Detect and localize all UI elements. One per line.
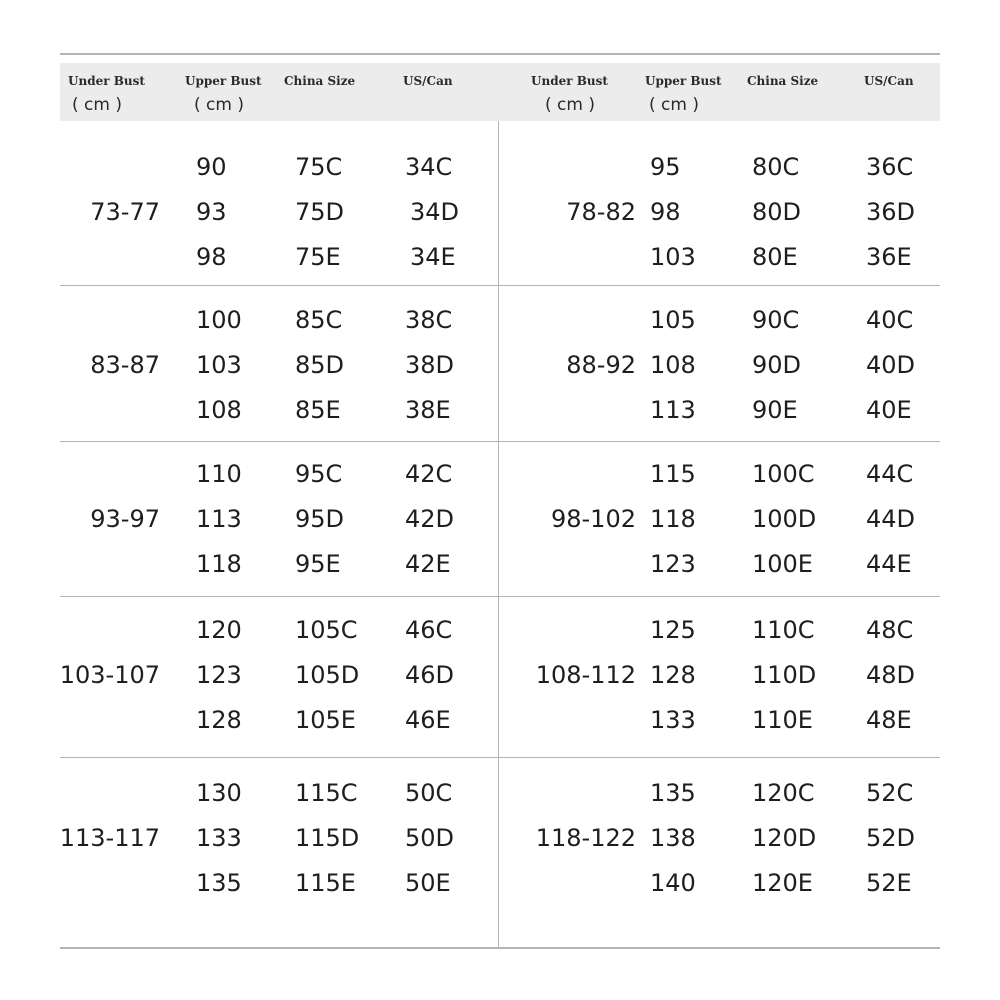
china-size-value: 105C [295, 616, 358, 644]
us-can-value: 40C [866, 306, 914, 334]
us-can-value: 38C [405, 306, 453, 334]
china-size-value: 95E [295, 550, 341, 578]
header-unit-upper-left: ( cm ) [194, 95, 244, 115]
under-bust-range: 88-92 [566, 351, 636, 379]
china-size-value: 120C [752, 779, 815, 807]
upper-bust-value: 130 [196, 779, 242, 807]
under-bust-range: 78-82 [566, 198, 636, 226]
us-can-value: 36D [866, 198, 916, 226]
us-can-value: 34E [410, 243, 456, 271]
upper-bust-value: 118 [650, 505, 696, 533]
upper-bust-value: 138 [650, 824, 696, 852]
us-can-value: 48E [866, 706, 912, 734]
china-size-value: 85C [295, 306, 343, 334]
us-can-value: 48C [866, 616, 914, 644]
upper-bust-value: 115 [650, 460, 696, 488]
header-unit-upper-right: ( cm ) [649, 95, 699, 115]
us-can-value: 44E [866, 550, 912, 578]
us-can-value: 38E [405, 396, 451, 424]
header-us-can-right: US/Can [864, 74, 914, 88]
under-bust-range: 103-107 [59, 661, 160, 689]
china-size-value: 90E [752, 396, 798, 424]
row-separator [60, 596, 940, 597]
top-border [60, 53, 940, 55]
upper-bust-value: 120 [196, 616, 242, 644]
header-upper-bust-left: Upper Bust [185, 74, 262, 88]
upper-bust-value: 98 [650, 198, 681, 226]
us-can-value: 34C [405, 153, 453, 181]
upper-bust-value: 100 [196, 306, 242, 334]
us-can-value: 40D [866, 351, 916, 379]
upper-bust-value: 135 [196, 869, 242, 897]
upper-bust-value: 135 [650, 779, 696, 807]
china-size-value: 75D [295, 198, 345, 226]
china-size-value: 110E [752, 706, 813, 734]
row-separator [60, 757, 940, 758]
header-china-size-right: China Size [747, 74, 819, 88]
row-separator [60, 441, 940, 442]
us-can-value: 36E [866, 243, 912, 271]
header-upper-bust-right: Upper Bust [645, 74, 722, 88]
upper-bust-value: 93 [196, 198, 227, 226]
header-band [60, 63, 940, 121]
us-can-value: 50E [405, 869, 451, 897]
header-unit-under-left: ( cm ) [72, 95, 122, 115]
header-china-size-left: China Size [284, 74, 356, 88]
us-can-value: 36C [866, 153, 914, 181]
china-size-value: 80D [752, 198, 802, 226]
upper-bust-value: 105 [650, 306, 696, 334]
upper-bust-value: 123 [196, 661, 242, 689]
china-size-value: 100E [752, 550, 813, 578]
upper-bust-value: 118 [196, 550, 242, 578]
china-size-value: 100D [752, 505, 817, 533]
upper-bust-value: 103 [650, 243, 696, 271]
under-bust-range: 113-117 [59, 824, 160, 852]
china-size-value: 80E [752, 243, 798, 271]
china-size-value: 80C [752, 153, 800, 181]
under-bust-range: 93-97 [90, 505, 160, 533]
us-can-value: 42C [405, 460, 453, 488]
us-can-value: 46C [405, 616, 453, 644]
under-bust-range: 118-122 [535, 824, 636, 852]
under-bust-range: 83-87 [90, 351, 160, 379]
upper-bust-value: 123 [650, 550, 696, 578]
us-can-value: 50D [405, 824, 455, 852]
china-size-value: 115C [295, 779, 358, 807]
upper-bust-value: 98 [196, 243, 227, 271]
upper-bust-value: 108 [196, 396, 242, 424]
under-bust-range: 108-112 [535, 661, 636, 689]
us-can-value: 40E [866, 396, 912, 424]
upper-bust-value: 128 [196, 706, 242, 734]
upper-bust-value: 140 [650, 869, 696, 897]
us-can-value: 52D [866, 824, 916, 852]
us-can-value: 52E [866, 869, 912, 897]
bottom-border [60, 947, 940, 949]
china-size-value: 95C [295, 460, 343, 488]
china-size-value: 100C [752, 460, 815, 488]
china-size-value: 120D [752, 824, 817, 852]
china-size-value: 105E [295, 706, 356, 734]
upper-bust-value: 110 [196, 460, 242, 488]
header-under-bust-left: Under Bust [68, 74, 145, 88]
upper-bust-value: 128 [650, 661, 696, 689]
upper-bust-value: 113 [196, 505, 242, 533]
us-can-value: 48D [866, 661, 916, 689]
row-separator [60, 285, 940, 286]
us-can-value: 44C [866, 460, 914, 488]
us-can-value: 34D [410, 198, 460, 226]
china-size-value: 105D [295, 661, 360, 689]
header-under-bust-right: Under Bust [531, 74, 608, 88]
upper-bust-value: 133 [196, 824, 242, 852]
china-size-value: 115E [295, 869, 356, 897]
us-can-value: 44D [866, 505, 916, 533]
china-size-value: 110D [752, 661, 817, 689]
upper-bust-value: 108 [650, 351, 696, 379]
china-size-value: 75C [295, 153, 343, 181]
us-can-value: 46D [405, 661, 455, 689]
upper-bust-value: 103 [196, 351, 242, 379]
under-bust-range: 73-77 [90, 198, 160, 226]
china-size-value: 90D [752, 351, 802, 379]
header-unit-under-right: ( cm ) [545, 95, 595, 115]
china-size-value: 85D [295, 351, 345, 379]
china-size-value: 115D [295, 824, 360, 852]
under-bust-range: 98-102 [550, 505, 636, 533]
china-size-value: 90C [752, 306, 800, 334]
us-can-value: 46E [405, 706, 451, 734]
china-size-value: 120E [752, 869, 813, 897]
header-us-can-left: US/Can [403, 74, 453, 88]
upper-bust-value: 90 [196, 153, 227, 181]
upper-bust-value: 113 [650, 396, 696, 424]
upper-bust-value: 95 [650, 153, 681, 181]
china-size-value: 110C [752, 616, 815, 644]
us-can-value: 38D [405, 351, 455, 379]
upper-bust-value: 133 [650, 706, 696, 734]
china-size-value: 75E [295, 243, 341, 271]
china-size-value: 85E [295, 396, 341, 424]
china-size-value: 95D [295, 505, 345, 533]
us-can-value: 52C [866, 779, 914, 807]
us-can-value: 42D [405, 505, 455, 533]
upper-bust-value: 125 [650, 616, 696, 644]
us-can-value: 42E [405, 550, 451, 578]
us-can-value: 50C [405, 779, 453, 807]
